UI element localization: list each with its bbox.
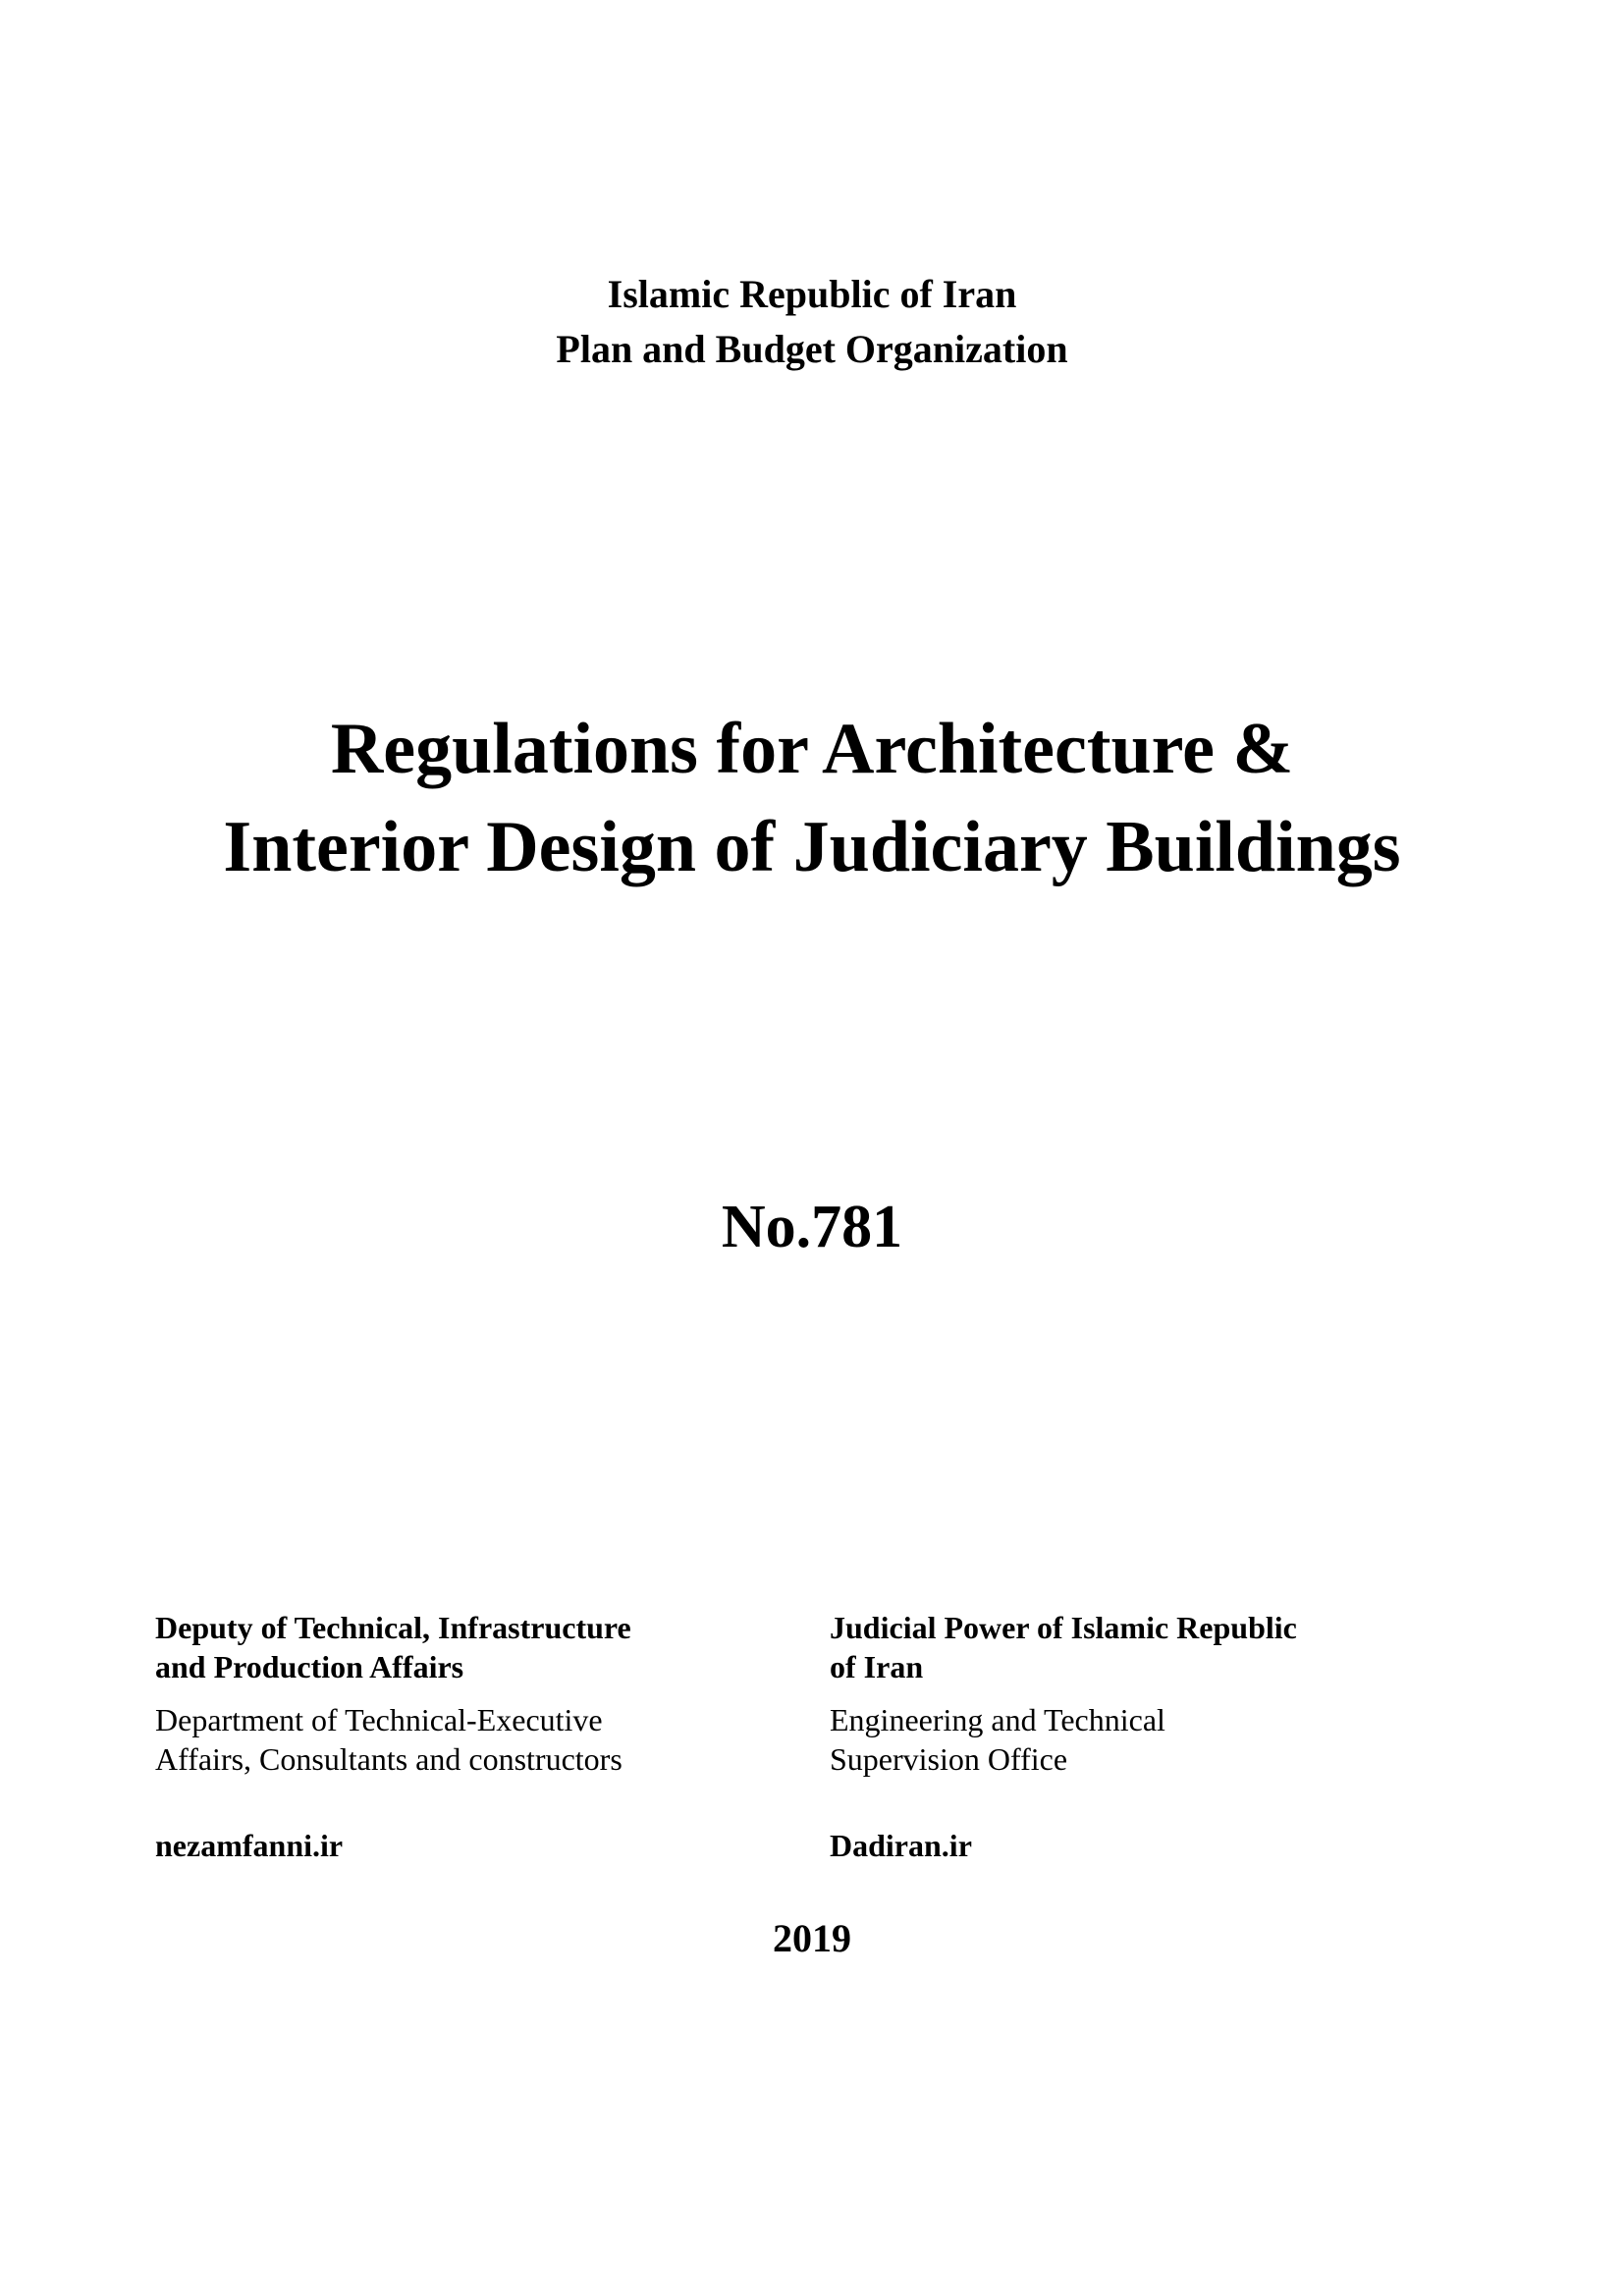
document-title (0, 700, 1624, 896)
country-name: Islamic Republic of Iran (607, 272, 1017, 316)
organization-name: Plan and Budget Organization (556, 327, 1068, 371)
document-number: No.781 (721, 1194, 903, 1260)
title-line-1: Regulations for Architecture & (330, 709, 1294, 789)
left-org-line-2: and Production Affairs (155, 1649, 464, 1684)
right-dept-line-1: Engineering and Technical (830, 1702, 1165, 1737)
left-dept-name (155, 1700, 764, 1779)
right-dept-name (830, 1700, 1438, 1779)
left-website: nezamfanni.ir (155, 1828, 344, 1863)
publication-year: 2019 (773, 1916, 851, 1960)
right-org-line-1: Judicial Power of Islamic Republic (830, 1610, 1297, 1645)
right-dept-line-2: Supervision Office (830, 1741, 1068, 1777)
left-org-line-1: Deputy of Technical, Infrastructure (155, 1610, 631, 1645)
left-publisher-column (155, 1608, 764, 1865)
right-website: Dadiran.ir (830, 1828, 972, 1863)
left-dept-line-1: Department of Technical-Executive (155, 1702, 603, 1737)
left-org-name (155, 1608, 764, 1686)
title-line-2: Interior Design of Judiciary Buildings (223, 807, 1401, 887)
right-publisher-column (830, 1608, 1438, 1865)
left-dept-line-2: Affairs, Consultants and constructors (155, 1741, 623, 1777)
publisher-header (0, 267, 1624, 377)
right-org-line-2: of Iran (830, 1649, 924, 1684)
right-org-name (830, 1608, 1438, 1686)
